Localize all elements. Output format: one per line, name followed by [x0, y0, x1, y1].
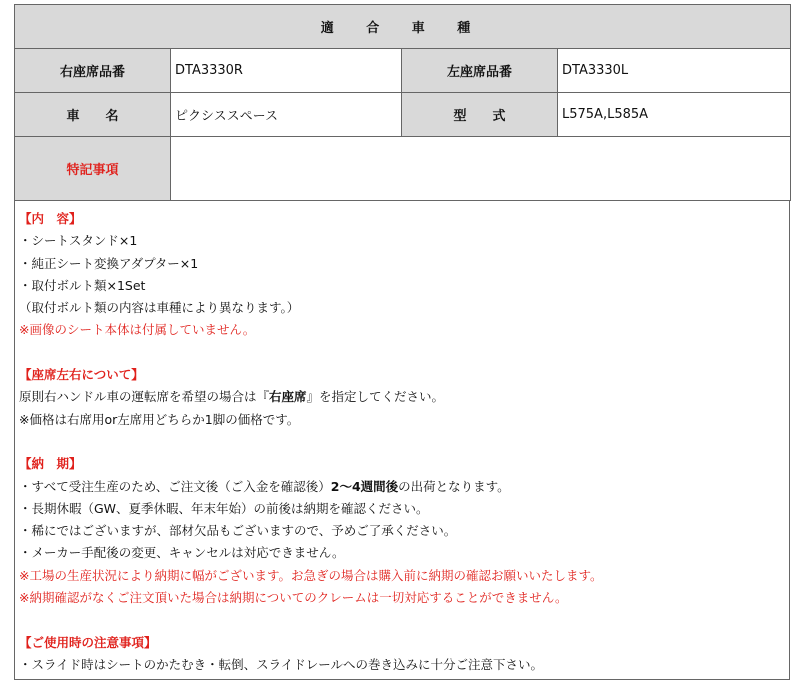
- right-seat-label: 右座席品番: [15, 49, 171, 93]
- contents-heading: 【内 容】: [19, 211, 82, 226]
- page-title: 適 合 車 種: [15, 5, 791, 49]
- special-notes-label: 特記事項: [15, 137, 171, 201]
- seat-side-bold: 右座席: [269, 389, 307, 405]
- vehicle-name-value: ピクシススペース: [171, 93, 402, 137]
- caution-line: ・スライド時はシートのかたむき・転倒、スライドレールへの巻き込みに十分ご注意下さい。: [19, 656, 544, 672]
- delivery-heading: 【納 期】: [19, 456, 82, 472]
- contents-item: （取付ボルト類の内容は車種により異なります。）: [19, 300, 300, 316]
- seat-side-price-note: ※価格は右席用or左席用どちらか1脚の価格です。: [19, 411, 300, 427]
- delivery-note: ※納期確認がなくご注文頂いた場合は納期についてのクレームは一切対応することができません。: [19, 590, 568, 606]
- delivery-line: ・稀にではございますが、部材欠品もございますので、予めご了承ください。: [19, 523, 457, 539]
- contents-note: ※画像のシート本体は付属していません。: [19, 322, 256, 338]
- delivery-line: ・長期休暇（GW、夏季休暇、年末年始）の前後は納期を確認ください。: [19, 500, 429, 516]
- vehicle-name-label: 車 名: [15, 93, 171, 137]
- contents-item: ・純正シート変換アダプター×1: [19, 255, 199, 271]
- delivery-note: ※工場の生産状況により納期に幅がございます。お急ぎの場合は購入前に納期の確認お願いいたします。: [19, 567, 603, 583]
- vehicle-spec-table: [14, 4, 791, 201]
- model-value: L575A,L585A: [558, 93, 791, 137]
- description-body: [19, 208, 789, 676]
- seat-side-line: 原則右ハンドル車の運転席を希望の場合は『右座席』を指定してください。: [19, 389, 445, 405]
- right-seat-value: DTA3330R: [171, 49, 402, 93]
- special-notes-value: [171, 137, 791, 201]
- contents-item: ・シートスタンド×1: [19, 233, 138, 249]
- delivery-period: 2〜4週間後: [330, 478, 399, 494]
- caution-heading: 【ご使用時の注意事項】: [19, 634, 157, 650]
- left-seat-value: DTA3330L: [558, 49, 791, 93]
- contents-item: ・取付ボルト類×1Set: [19, 277, 146, 293]
- seat-side-heading: 【座席左右について】: [19, 367, 144, 383]
- left-seat-label: 左座席品番: [402, 49, 558, 93]
- model-label: 型 式: [402, 93, 558, 137]
- delivery-line: ・すべて受注生産のため、ご注文後（ご入金を確認後）2〜4週間後の出荷となります。: [19, 478, 510, 494]
- delivery-line: ・メーカー手配後の変更、キャンセルは対応できません。: [19, 545, 345, 561]
